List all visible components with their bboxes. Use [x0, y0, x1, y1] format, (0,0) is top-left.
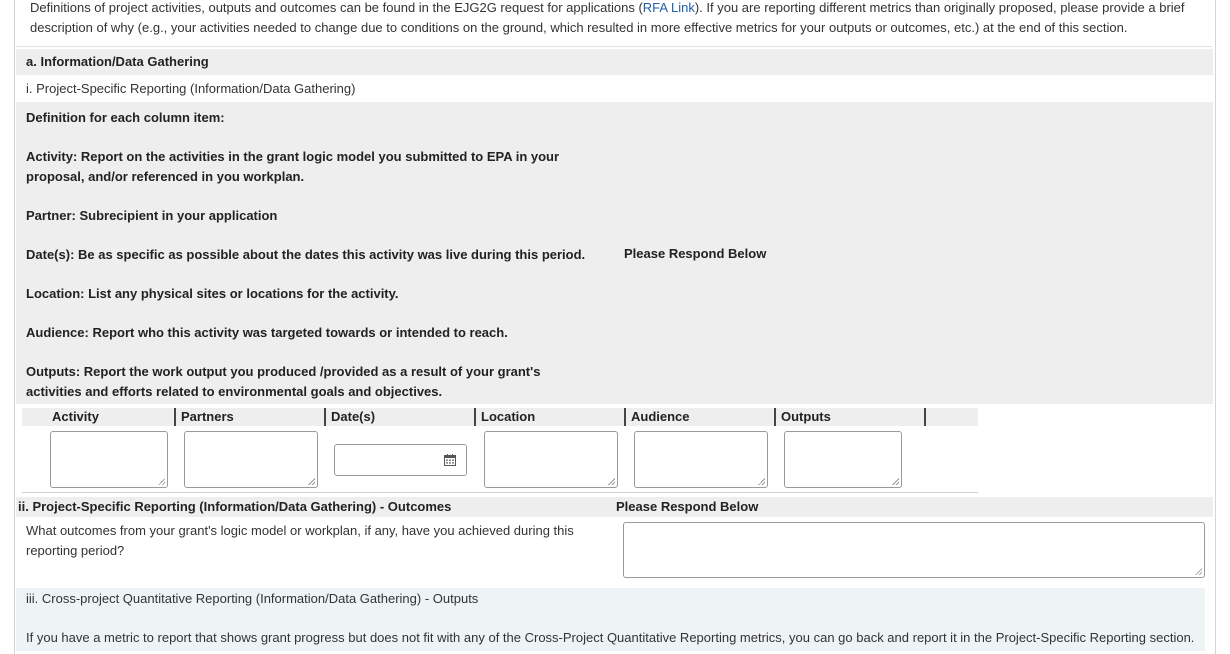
outputs-input[interactable] — [784, 431, 902, 488]
activity-table-header — [22, 408, 978, 426]
column-header-location: Location — [474, 408, 624, 426]
respond-label-outcomes: Please Respond Below — [616, 499, 759, 514]
intro-text-start: Definitions of project activities, outputs and outcomes can be found in the EJG2G request for applications ( — [30, 0, 643, 15]
section-iii-panel — [16, 588, 1205, 651]
respond-label: Please Respond Below — [624, 246, 767, 261]
definitions-panel — [16, 102, 1213, 404]
outcomes-question: What outcomes from your grant's logic model or workplan, if any, have you achieved during this reporting period? — [26, 523, 574, 558]
definition-heading: Definition for each column item: — [26, 110, 225, 125]
section-ii-title: ii. Project-Specific Reporting (Information/Data Gathering) - Outcomes — [18, 499, 452, 514]
definition-activity: Activity: Report on the activities in the grant logic model you submitted to EPA in your proposal, and/or referenced in you workplan. — [26, 149, 560, 184]
dates-input[interactable] — [334, 444, 467, 476]
column-header-dates: Date(s) — [324, 408, 474, 426]
partners-input[interactable] — [184, 431, 318, 488]
section-iii-note: If you have a metric to report that shows grant progress but does not fit with any of the Cross-Project Quantitative Reporting metrics, you can go back and report it in the Project-Specific Reporting section. — [26, 630, 1195, 645]
definition-partner: Partner: Subrecipient in your application — [26, 208, 278, 223]
subsection-i-title: i. Project-Specific Reporting (Information/Data Gathering) — [26, 81, 356, 96]
activity-input[interactable] — [50, 431, 168, 488]
column-header-activity: Activity — [52, 409, 99, 424]
intro-text-end: ). If you are reporting different metrics than originally proposed, please provide a brief description of why (e.g., your activities needed to change due to conditions on the ground, which resulted in more effective metrics for your outputs or outcomes, etc.) at the end of this section. — [30, 0, 1185, 35]
outcomes-input[interactable] — [623, 522, 1205, 578]
divider — [16, 46, 1212, 47]
column-header-partners: Partners — [174, 408, 324, 426]
intro-text — [30, 0, 1200, 38]
column-header-outputs: Outputs — [774, 408, 924, 426]
definition-audience: Audience: Report who this activity was targeted towards or intended to reach. — [26, 325, 508, 340]
definition-dates: Date(s): Be as specific as possible about the dates this activity was live during this period. — [26, 247, 586, 262]
section-a-title: a. Information/Data Gathering — [16, 49, 1213, 75]
location-input[interactable] — [484, 431, 618, 488]
section-ii-header — [16, 497, 1213, 517]
section-iii-title: iii. Cross-project Quantitative Reporting (Information/Data Gathering) - Outputs — [26, 591, 479, 606]
definition-outputs: Outputs: Report the work output you produced /provided as a result of your grant's activities and efforts related to environmental goals and objectives. — [26, 364, 541, 399]
rfa-link[interactable]: RFA Link — [642, 0, 695, 15]
column-header-audience: Audience — [624, 408, 774, 426]
calendar-icon[interactable] — [444, 454, 456, 466]
table-divider — [22, 492, 978, 493]
audience-input[interactable] — [634, 431, 768, 488]
column-divider — [924, 408, 926, 426]
definition-location: Location: List any physical sites or locations for the activity. — [26, 286, 399, 301]
